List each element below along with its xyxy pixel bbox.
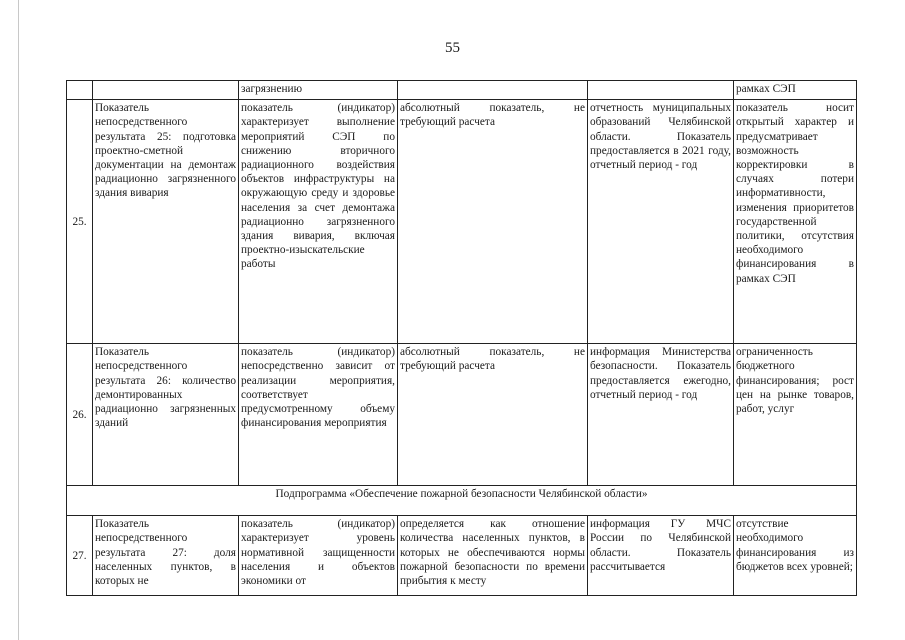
cell-note: показатель носит открытый характер и предусматривает возможность корректировки в случаях потери информативности, изменения приоритетов государственной политики, отсутствия необходимого финансирования в рамках СЭП: [734, 100, 857, 344]
cell-characteristic: показатель (индикатор) непосредственно зависит от реализации мероприятия, соответствует предусмотренному объему финансирования мероприятия: [239, 344, 398, 486]
cell-source: отчетность муниципальных образований Челябинской области. Показатель предоставляется в 2021 году, отчетный период - год: [588, 100, 734, 344]
cell-indicator-name: Показатель непосредственного результата 26: количество демонтированных радиационно загрязненных зданий: [93, 344, 239, 486]
cell-characteristic: показатель (индикатор) характеризует уровень нормативной защищенности населения и объектов экономики от: [239, 516, 398, 596]
cell-calculation: определяется как отношение количества населенных пунктов, в которых не обеспечиваются нормы пожарной безопасности по времени прибытия к месту: [398, 516, 588, 596]
table-row: [67, 516, 857, 596]
table-row: [67, 100, 857, 344]
subprogram-title: Подпрограмма «Обеспечение пожарной безопасности Челябинской области»: [67, 486, 857, 516]
page-number: 55: [445, 40, 460, 56]
cell-source: информация ГУ МЧС России по Челябинской области. Показатель рассчитывается: [588, 516, 734, 596]
subprogram-row: [67, 486, 857, 516]
cell-indicator-name: [93, 81, 239, 100]
table-row: [67, 344, 857, 486]
row-number: 26.: [67, 344, 93, 486]
cell-source: информация Министерства безопасности. Показатель предоставляется ежегодно, отчетный период - год: [588, 344, 734, 486]
cell-indicator-name: Показатель непосредственного результата 25: подготовка проектно-сметной документации на демонтаж радиационно загрязненного здания вивария: [93, 100, 239, 344]
cell-characteristic: показатель (индикатор) характеризует выполнение мероприятий СЭП по снижению вторичного радиационного воздействия объектов инфраструктуры на окружающую среду и здоровье населения за счет демонтажа радиационно загрязненного здания вивария, включая проектно-изыскательские работы: [239, 100, 398, 344]
table-row-continuation: [67, 81, 857, 100]
cell-note: отсутствие необходимого финансирования из бюджетов всех уровней;: [734, 516, 857, 596]
page-left-edge: [18, 0, 19, 640]
row-number: 27.: [67, 516, 93, 596]
cell-indicator-name: Показатель непосредственного результата 27: доля населенных пунктов, в которых не: [93, 516, 239, 596]
cell-calculation: абсолютный показатель, не требующий расчета: [398, 100, 588, 344]
cell-calculation: [398, 81, 588, 100]
cell-calculation: абсолютный показатель, не требующий расчета: [398, 344, 588, 486]
cell-characteristic: загрязнению: [239, 81, 398, 100]
indicators-table: [66, 80, 857, 596]
cell-note: ограниченность бюджетного финансирования; рост цен на рынке товаров, работ, услуг: [734, 344, 857, 486]
cell-note: рамках СЭП: [734, 81, 857, 100]
row-number: 25.: [67, 100, 93, 344]
cell-number: [67, 81, 93, 100]
cell-source: [588, 81, 734, 100]
